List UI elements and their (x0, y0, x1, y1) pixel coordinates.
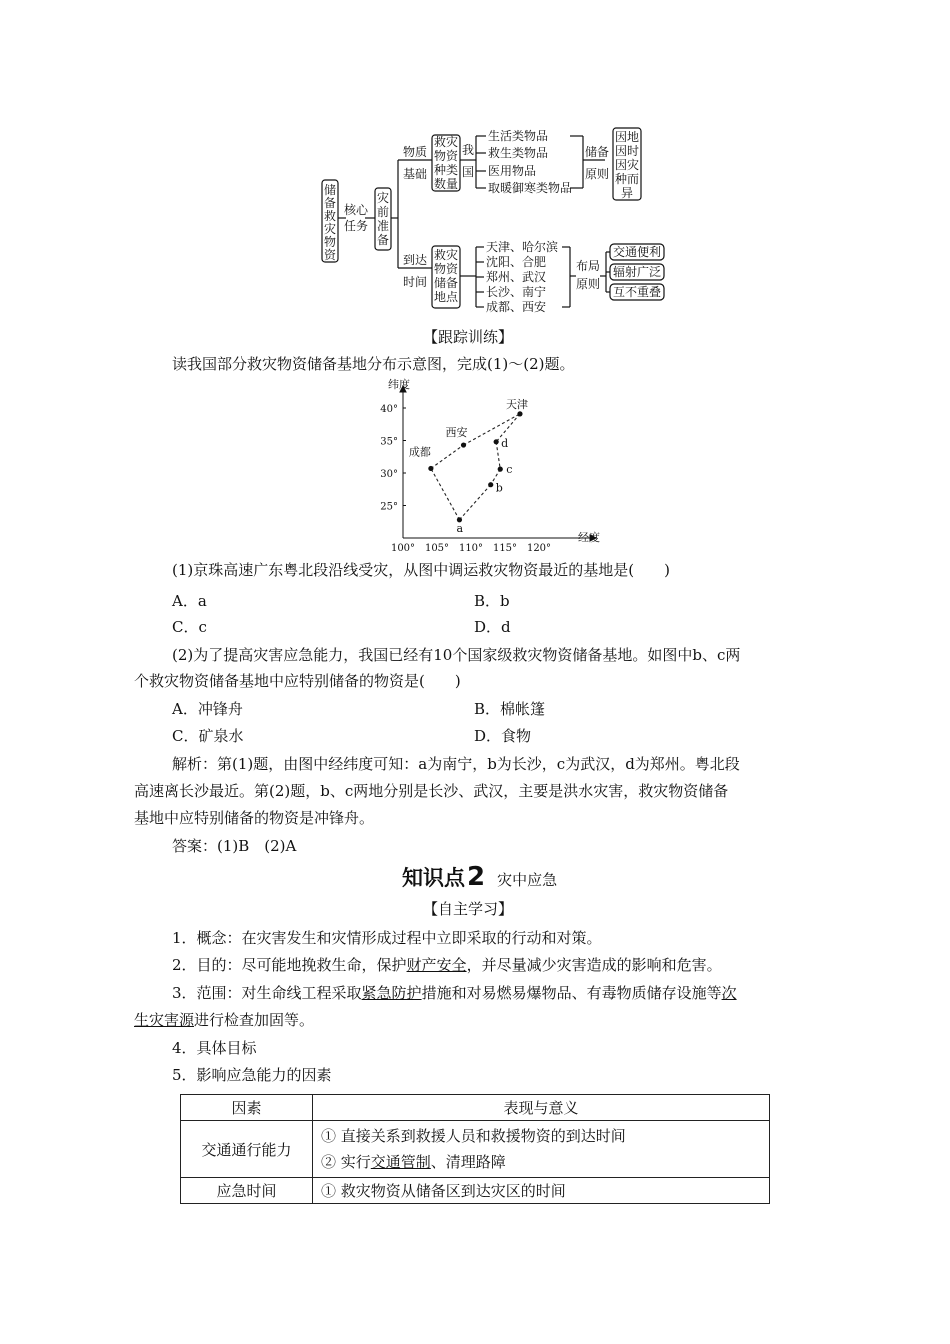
item-3-line2 (134, 1010, 314, 1030)
table-cell-underlined: 交通管制 (370, 1153, 431, 1171)
q1-option-d: D．d (474, 618, 511, 636)
table-cell-meaning (313, 1121, 770, 1178)
analysis-line2: 高速离长沙最近。第(2)题，b、c两地分别是长沙、武汉，主要是洪水灾害，救灾物资储备 (134, 782, 729, 800)
table-cell-line (321, 1149, 761, 1175)
time-l1: 到达 (402, 253, 428, 267)
q1-option-a: A．a (172, 592, 207, 610)
y-tick-label: 30° (380, 469, 398, 480)
layout-rule-2: 互不重叠 (612, 285, 662, 299)
kinds-l1: 救灾 (433, 135, 459, 149)
item-3-pre: 3．范围：对生命线工程采取 (172, 984, 362, 1002)
q1-option-b: B．b (474, 592, 510, 610)
time-l2: 时间 (402, 275, 428, 289)
route-segment (459, 485, 490, 520)
q2-option-a: A．冲锋舟 (172, 700, 243, 718)
base-point-label: c (506, 463, 513, 477)
pre-text: 灾前准备 (376, 191, 390, 247)
country-l1: 我 (461, 143, 475, 157)
x-tick-label: 110° (458, 543, 484, 553)
item-0: 生活类物品 (488, 129, 549, 143)
root-text: 储备救灾物资 (323, 183, 337, 262)
base-point (461, 442, 466, 447)
city-1: 沈阳、合肥 (486, 255, 547, 269)
base-distribution-chart (360, 378, 620, 553)
x-axis-label: 经度 (578, 531, 600, 544)
material-l1: 物质 (402, 145, 428, 159)
base-point-label: d (501, 436, 509, 450)
kp2-heading (402, 862, 557, 892)
sites-l1: 救灾 (433, 248, 459, 262)
item-2-post: ，并尽量减少灾害造成的影响和危害。 (466, 956, 722, 974)
sites-l3: 储备 (433, 276, 459, 290)
srule-l2: 因时 (614, 144, 640, 158)
srule-l1: 因地 (614, 130, 640, 144)
base-point (517, 411, 522, 416)
x-tick-label: 120° (526, 543, 552, 553)
intro-text: 读我国部分救灾物资储备基地分布示意图，完成(1)～(2)题。 (172, 355, 575, 373)
route-segment (496, 442, 500, 469)
answer-text: 答案：(1)B (2)A (172, 837, 297, 855)
table-cell-line: ① 直接关系到救援人员和救援物资的到达时间 (321, 1127, 626, 1145)
storage-l1: 储备 (584, 145, 610, 159)
srule-l4: 种而 (614, 172, 640, 186)
practice-title: 【跟踪训练】 (423, 328, 514, 346)
core-line2: 任务 (343, 219, 369, 233)
table-cell-post: 、清理路障 (430, 1153, 506, 1171)
kinds-l2: 物资 (433, 149, 459, 163)
base-point (488, 482, 493, 487)
q2-stem-line2: 个救灾物资储备基地中应特别储备的物资是( ) (134, 672, 461, 690)
y-axis-label: 纬度 (388, 378, 410, 391)
x-tick-label: 100° (390, 543, 416, 553)
base-point-label: b (495, 481, 503, 495)
q1-stem: (1)京珠高速广东粤北段沿线受灾，从图中调运救灾物资最近的基地是( ) (172, 561, 670, 579)
layout-l1: 布局 (575, 259, 601, 273)
item-1: 1．概念：在灾害发生和灾情形成过程中立即采取的行动和对策。 (172, 929, 602, 947)
q2-option-c: C．矿泉水 (172, 727, 244, 745)
srule-l3: 因灾 (614, 158, 640, 172)
table-header-meaning: 表现与意义 (313, 1095, 770, 1121)
item-2: 医用物品 (488, 164, 537, 178)
y-tick-label: 40° (380, 404, 398, 415)
item-3-underlined: 紧急防护 (361, 984, 422, 1002)
item-3-post: 进行检查加固等。 (194, 1011, 315, 1029)
base-point (428, 466, 433, 471)
item-2-underlined: 财产安全 (406, 956, 467, 974)
item-1: 救生类物品 (488, 146, 549, 160)
kinds-l4: 数量 (433, 177, 459, 191)
table-row (181, 1121, 770, 1178)
sites-l4: 地点 (433, 290, 459, 304)
self-study-title: 【自主学习】 (423, 900, 514, 918)
base-point (494, 439, 499, 444)
city-3: 长沙、南宁 (486, 285, 547, 299)
kp2-number: 2 (467, 862, 486, 892)
base-point-label: 西安 (445, 426, 468, 440)
layout-rule-0: 交通便利 (612, 245, 662, 259)
base-point-label: a (456, 521, 464, 535)
table-cell-pre: ② 实行 (321, 1153, 371, 1171)
item-3: 取暖御寒类物品 (488, 181, 573, 195)
material-l2: 基础 (402, 167, 428, 181)
y-tick-label: 25° (380, 501, 398, 513)
table-cell-meaning: ① 救灾物资从储备区到达灾区的时间 (313, 1178, 770, 1204)
kp2-title: 知识点 (402, 866, 465, 890)
city-2: 郑州、武汉 (486, 270, 547, 284)
route-segment (464, 414, 520, 445)
base-point (498, 467, 503, 472)
item-2 (172, 955, 722, 975)
kp2-subtitle: 灾中应急 (497, 871, 558, 889)
mindmap-diagram (300, 120, 700, 320)
layout-l2: 原则 (575, 277, 601, 291)
q2-stem-line1: (2)为了提高灾害应急能力，我国已经有10个国家级救灾物资储备基地。如图中b、c两 (172, 646, 741, 664)
base-point-label: 天津 (505, 397, 528, 411)
table-header-factor: 因素 (181, 1095, 313, 1121)
storage-l2: 原则 (584, 167, 610, 181)
item-3-underlined-3: 生灾害源 (134, 1011, 195, 1029)
city-4: 成都、西安 (486, 300, 547, 314)
table-cell-factor: 应急时间 (181, 1178, 313, 1204)
y-tick-label: 35° (380, 436, 398, 448)
item-2-pre: 2．目的：尽可能地挽救生命，保护 (172, 956, 407, 974)
core-line1: 核心 (343, 203, 369, 217)
sites-l2: 物资 (433, 262, 459, 276)
table-row (181, 1178, 770, 1204)
item-5: 5．影响应急能力的因素 (172, 1066, 332, 1084)
q1-option-c: C．c (172, 618, 207, 636)
table-header-row (181, 1095, 770, 1121)
q2-option-d: D．食物 (474, 727, 532, 745)
item-3-line1 (172, 983, 737, 1003)
analysis-line1: 解析：第(1)题，由图中经纬度可知：a为南宁，b为长沙，c为武汉，d为郑州。粤北段 (172, 755, 740, 773)
route-segment (431, 445, 464, 468)
x-tick-label: 105° (424, 543, 450, 553)
q2-option-b: B．棉帐篷 (474, 700, 546, 718)
item-4: 4．具体目标 (172, 1039, 257, 1057)
country-l2: 国 (461, 165, 475, 179)
layout-rule-1: 辐射广泛 (612, 265, 662, 279)
x-tick-label: 115° (492, 543, 518, 553)
item-3-mid: 措施和对易燃易爆物品、有毒物质储存设施等 (421, 984, 722, 1002)
kinds-l3: 种类 (433, 163, 459, 177)
city-0: 天津、哈尔滨 (486, 240, 559, 254)
analysis-line3: 基地中应特别储备的物资是冲锋舟。 (134, 809, 375, 827)
table-cell-factor: 交通通行能力 (181, 1121, 313, 1178)
route-segment (431, 468, 460, 519)
item-3-underlined-2: 次 (721, 984, 737, 1002)
base-point-label: 成都 (408, 445, 431, 459)
factors-table (180, 1094, 770, 1204)
srule-l5: 异 (620, 186, 634, 200)
